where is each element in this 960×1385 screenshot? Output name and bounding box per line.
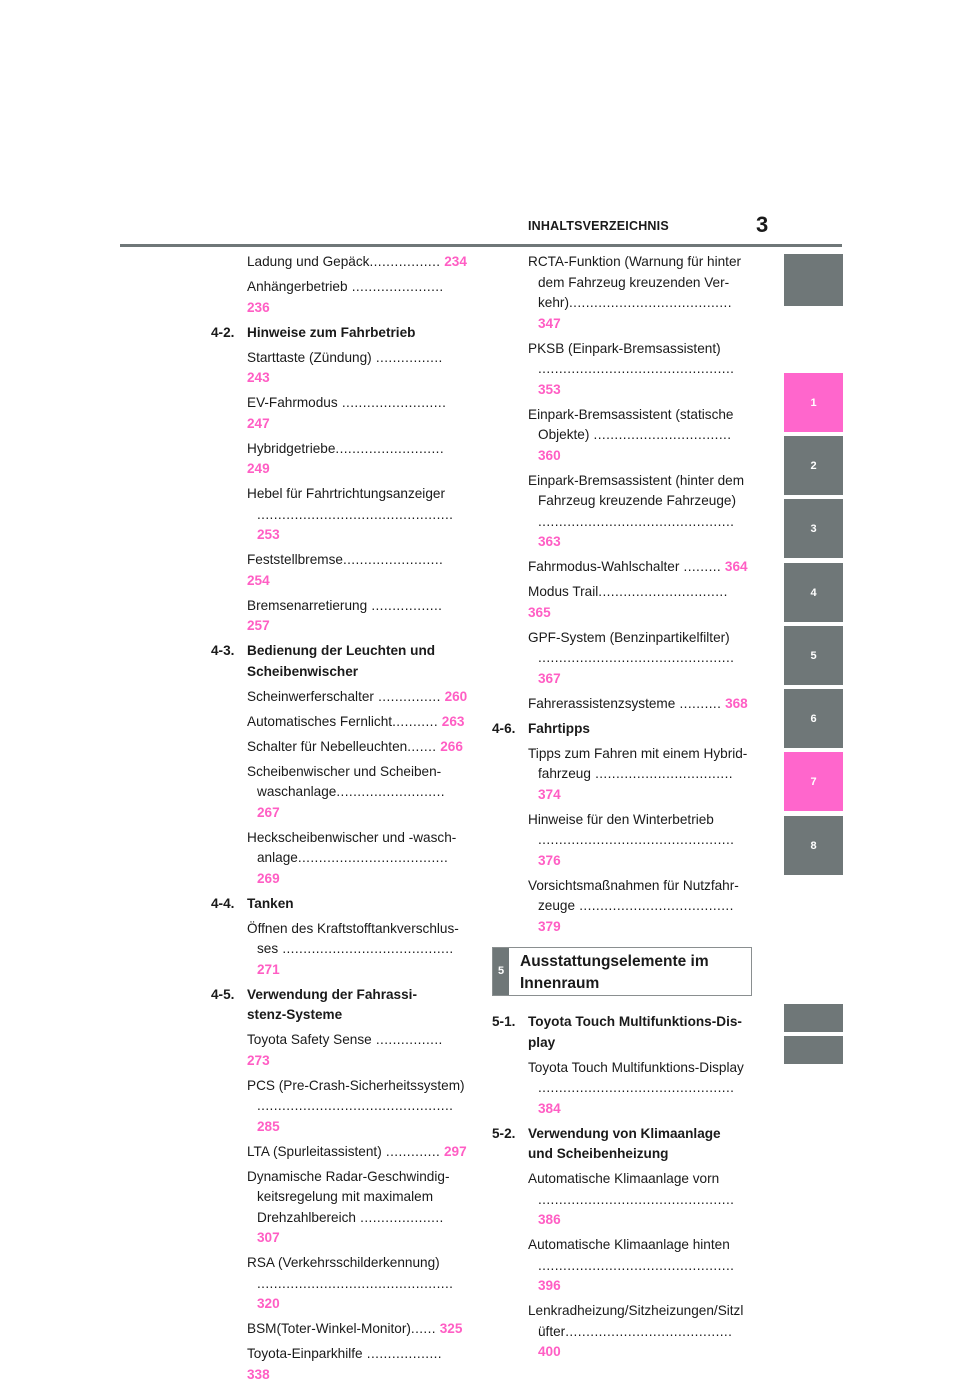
section-title-cont: und Scheibenheizung	[528, 1146, 669, 1161]
section-number: 4-3.	[211, 643, 235, 658]
entry-line	[247, 1344, 468, 1385]
leader-dots: ...............................................	[257, 1275, 454, 1291]
leader-dots: ...............................................	[538, 361, 735, 376]
section-heading	[492, 1012, 752, 1053]
entry-line	[247, 1096, 468, 1137]
entry-line	[247, 1187, 468, 1208]
entry-line	[247, 393, 468, 434]
section-title: Fahrtipps	[528, 720, 590, 736]
page-link[interactable]: 325	[439, 1321, 463, 1336]
page-link[interactable]: 360	[538, 447, 561, 463]
chapter-tab[interactable]: 1	[784, 373, 843, 432]
entry-title-cont: Drehzahlbereich	[257, 1209, 356, 1225]
leader-dots: ...............................................	[257, 1098, 454, 1113]
entry-title: Feststellbremse	[247, 552, 343, 567]
entry-line	[247, 1208, 468, 1249]
toc-entry[interactable]	[211, 277, 468, 318]
leader-dots: .................	[369, 254, 441, 269]
entry-title-cont: üfter	[538, 1323, 566, 1339]
entry-line	[247, 782, 468, 823]
page-link[interactable]: 267	[257, 804, 280, 820]
entry-line	[247, 712, 468, 733]
section-heading	[211, 894, 468, 915]
section-title: Toyota Touch Multifunktions-Dis-	[528, 1014, 742, 1029]
page-link[interactable]: 247	[247, 415, 270, 431]
entry-line	[247, 1319, 468, 1340]
entry-title: Modus Trail	[528, 584, 599, 599]
page-link[interactable]: 257	[247, 618, 270, 633]
leader-dots: .........................................	[278, 941, 454, 956]
leader-dots: .......	[407, 738, 437, 754]
chapter-heading	[492, 947, 752, 996]
entry-title-cont: Fahrzeug kreuzende Fahrzeuge)	[538, 493, 736, 508]
header-title: INHALTSVERZEICHNIS	[528, 219, 669, 233]
toc-entry[interactable]	[211, 1167, 468, 1249]
entry-line	[247, 1030, 468, 1071]
toc-entry[interactable]	[211, 393, 468, 434]
section-number: 5-1.	[492, 1014, 516, 1029]
toc-entry[interactable]	[211, 348, 468, 389]
entry-line	[528, 1322, 752, 1363]
entry-title: Toyota-Einparkhilfe	[247, 1346, 363, 1361]
entry-line	[247, 439, 468, 480]
entry-title: Schalter für Nebelleuchten	[247, 738, 408, 754]
entry-line	[247, 252, 468, 273]
entry-title-cont: waschanlage	[257, 784, 337, 799]
toc-entry[interactable]	[492, 252, 752, 334]
leader-dots: ...............................................	[538, 1257, 735, 1273]
toc-right-column	[492, 252, 752, 1363]
toc-entry[interactable]	[211, 1319, 468, 1340]
entry-title: Hebel für Fahrtrichtungsanzeiger	[247, 486, 445, 501]
entry-line	[528, 694, 752, 715]
page-link[interactable]: 243	[247, 370, 270, 385]
page-link[interactable]: 260	[444, 688, 468, 704]
entry-title: Öffnen des Kraftstofftankverschlus-	[247, 920, 459, 936]
chapter-tab[interactable]: 7	[784, 752, 843, 811]
page-link[interactable]: 234	[444, 254, 467, 269]
page-link[interactable]: 396	[538, 1278, 561, 1293]
leader-dots: ...........	[392, 713, 439, 729]
entry-title-cont: keitsregelung mit maximalem	[257, 1189, 434, 1204]
entry-title-cont: fahrzeug	[538, 766, 591, 781]
toc-entry[interactable]	[211, 1030, 468, 1071]
chapter-tab[interactable]: 3	[784, 499, 843, 558]
entry-line	[528, 557, 752, 578]
page-link[interactable]: 367	[538, 670, 561, 686]
entry-line	[528, 359, 752, 400]
toc-entry[interactable]	[492, 810, 752, 872]
page-link[interactable]: 253	[257, 527, 280, 542]
page-link[interactable]: 338	[247, 1366, 270, 1382]
entry-title: Scheibenwischer und Scheiben-	[247, 763, 442, 779]
entry-line	[247, 277, 468, 318]
page-link[interactable]: 374	[538, 786, 561, 802]
entry-title: Automatische Klimaanlage hinten	[528, 1237, 730, 1252]
section-title-cont: stenz-Systeme	[247, 1007, 343, 1022]
chapter-title-line: Ausstattungselemente im	[520, 953, 709, 970]
chapter-tab[interactable]: 6	[784, 689, 843, 748]
entry-line	[528, 491, 752, 512]
page-link[interactable]: 320	[257, 1296, 280, 1311]
leader-dots: ..........................	[336, 784, 445, 799]
leader-dots: ...............	[373, 688, 441, 704]
entry-title: Scheinwerferschalter	[247, 688, 374, 704]
entry-title: Bremsenarretierung	[247, 597, 368, 613]
entry-line	[247, 737, 468, 758]
leader-dots: ..........	[675, 695, 722, 711]
entry-title: Dynamische Radar-Geschwindig-	[247, 1168, 450, 1184]
page-link[interactable]: 249	[247, 461, 270, 476]
entry-title-cont: ses	[257, 941, 279, 956]
page-link[interactable]: 379	[538, 918, 561, 934]
page-link[interactable]: 365	[528, 604, 551, 620]
section-number: 4-6.	[492, 720, 516, 736]
toc-entry[interactable]	[211, 550, 468, 591]
leader-dots: ...............................................	[538, 1080, 735, 1095]
leader-dots: .........	[679, 559, 722, 574]
entry-line	[247, 848, 468, 889]
entry-line	[247, 687, 468, 708]
section-title: Verwendung der Fahrassi-	[247, 986, 417, 1002]
page-link[interactable]: 269	[257, 870, 280, 886]
toc-entry[interactable]	[211, 596, 468, 637]
page-link[interactable]: 285	[257, 1118, 280, 1134]
page-link[interactable]: 236	[247, 299, 270, 315]
page-number: 3	[756, 212, 769, 237]
entry-title: Automatisches Fernlicht	[247, 713, 393, 729]
leader-dots: .................	[367, 597, 443, 613]
toc-entry[interactable]	[211, 484, 468, 546]
chapter-tab[interactable]: 5	[784, 626, 843, 685]
toc-entry[interactable]	[492, 1301, 752, 1363]
page-link[interactable]: 307	[257, 1230, 280, 1245]
page-link[interactable]: 363	[538, 534, 561, 549]
toc-entry[interactable]	[492, 557, 752, 578]
page-link[interactable]: 386	[538, 1212, 561, 1227]
section-number: 4-5.	[211, 986, 235, 1002]
page-link[interactable]: 376	[538, 852, 561, 868]
leader-dots: ...............................................	[538, 832, 735, 847]
entry-title: BSM(Toter-Winkel-Monitor)	[247, 1321, 411, 1336]
page-link[interactable]: 297	[444, 1143, 467, 1159]
chapter-tab[interactable]: 4	[784, 563, 843, 622]
section-title: Bedienung der Leuchten und	[247, 643, 436, 658]
entry-line	[528, 830, 752, 871]
leader-dots: ....................	[356, 1209, 444, 1225]
page-link[interactable]: 266	[440, 738, 463, 754]
entry-title: GPF-System (Benzinpartikelfilter)	[528, 629, 730, 645]
toc-entry[interactable]	[492, 1058, 752, 1120]
leader-dots: .....................................	[575, 898, 734, 913]
entry-title: Tipps zum Fahren mit einem Hybrid-	[528, 745, 748, 761]
entry-line	[528, 273, 752, 294]
entry-title: PKSB (Einpark-Bremsassistent)	[528, 340, 721, 356]
entry-line	[528, 764, 752, 805]
entry-line	[247, 1142, 468, 1163]
entry-title: Automatische Klimaanlage vorn	[528, 1171, 720, 1186]
entry-line	[528, 1256, 752, 1297]
toc-entry[interactable]	[492, 876, 752, 938]
section-number: 4-2.	[211, 324, 235, 340]
leader-dots: ................	[371, 1032, 443, 1047]
toc-entry[interactable]	[211, 687, 468, 708]
entry-title: Einpark-Bremsassistent (statische	[528, 406, 734, 422]
chapter-number: 5	[493, 948, 509, 995]
page-link[interactable]: 353	[538, 381, 561, 397]
entry-line	[528, 512, 752, 553]
entry-line	[247, 939, 468, 980]
leader-dots: ...............................................	[538, 650, 735, 665]
toc-entry[interactable]	[211, 828, 468, 890]
entry-line	[528, 293, 752, 334]
section-heading	[211, 985, 468, 1026]
entry-title: RSA (Verkehrsschilderkennung)	[247, 1255, 440, 1270]
toc-entry[interactable]	[492, 582, 752, 623]
section-title-cont: Scheibenwischer	[247, 663, 359, 679]
chapter-title-line: Innenraum	[520, 975, 600, 992]
leader-dots: ........................	[342, 552, 444, 567]
leader-dots: ...............................................	[257, 506, 454, 522]
leader-dots: .......................................	[568, 295, 732, 310]
chapter-tab[interactable]	[784, 254, 843, 306]
toc-entry[interactable]	[211, 1142, 468, 1163]
entry-line	[247, 550, 468, 591]
entry-title: Heckscheibenwischer und -wasch-	[247, 829, 457, 845]
section-title-cont: play	[528, 1034, 556, 1050]
toc-entry[interactable]	[211, 762, 468, 824]
leader-dots: .................................	[590, 766, 733, 781]
entry-title: Ladung und Gepäck	[247, 254, 370, 269]
leader-dots: .............	[381, 1143, 441, 1159]
entry-line	[247, 505, 468, 546]
entry-title: EV-Fahrmodus	[247, 395, 338, 410]
chapter-tab[interactable]	[784, 1036, 843, 1064]
entry-title: Toyota Touch Multifunktions-Display	[528, 1059, 744, 1075]
entry-line	[247, 596, 468, 637]
toc-entry[interactable]	[492, 628, 752, 690]
entry-line	[528, 896, 752, 937]
toc-entry[interactable]	[492, 744, 752, 806]
entry-title: Hinweise für den Winterbetrieb	[528, 811, 714, 827]
entry-title: Anhängerbetrieb	[247, 279, 348, 294]
section-title: Verwendung von Klimaanlage	[528, 1125, 721, 1141]
leader-dots: ......	[410, 1321, 436, 1336]
toc-entry[interactable]	[492, 471, 752, 553]
toc-left-column	[211, 252, 468, 1385]
section-number: 4-4.	[211, 895, 235, 911]
entry-title: Hybridgetriebe	[247, 440, 336, 456]
page-link[interactable]: 364	[724, 559, 748, 574]
section-heading	[211, 323, 468, 344]
entry-line	[528, 648, 752, 689]
toc-entry[interactable]	[211, 252, 468, 273]
entry-title: Fahrmodus-Wahlschalter	[528, 559, 680, 574]
entry-title: Starttaste (Zündung)	[247, 349, 372, 365]
leader-dots: ....................................	[297, 850, 449, 865]
section-heading	[492, 1124, 752, 1165]
page-link[interactable]: 384	[538, 1100, 561, 1116]
entry-title: Toyota Safety Sense	[247, 1032, 372, 1047]
entry-title: Fahrerassistenzsysteme	[528, 695, 676, 711]
entry-title-cont: anlage	[257, 850, 298, 865]
entry-title-cont: kehr)	[538, 295, 569, 310]
entry-title: LTA (Spurleitassistent)	[247, 1143, 382, 1159]
chapter-title	[520, 951, 709, 995]
page-link[interactable]: 273	[247, 1052, 270, 1068]
header-rule	[120, 244, 842, 247]
toc-entry[interactable]	[211, 737, 468, 758]
leader-dots: ................	[371, 349, 443, 365]
section-heading	[492, 719, 752, 740]
entry-line	[528, 582, 752, 623]
section-number: 5-2.	[492, 1125, 516, 1141]
page-link[interactable]: 254	[247, 572, 270, 588]
entry-line	[528, 1190, 752, 1231]
chapter-tab[interactable]: 2	[784, 436, 843, 495]
toc-entry[interactable]	[492, 405, 752, 467]
entry-line	[528, 1078, 752, 1119]
leader-dots: ...............................................	[538, 513, 735, 529]
leader-dots: ..................	[362, 1346, 442, 1361]
toc-entry[interactable]	[492, 1169, 752, 1231]
leader-dots: .........................	[337, 395, 447, 410]
entry-line	[528, 425, 752, 466]
page-link[interactable]: 400	[538, 1344, 561, 1359]
leader-dots: ..........................	[335, 440, 445, 456]
leader-dots: ...............................	[598, 584, 728, 599]
page-link[interactable]: 263	[441, 713, 465, 729]
page-link[interactable]: 368	[725, 695, 748, 711]
entry-title-cont: Objekte)	[538, 427, 590, 442]
entry-title-cont: dem Fahrzeug kreuzenden Ver-	[538, 274, 730, 290]
entry-title: RCTA-Funktion (Warnung für hinter	[528, 254, 742, 269]
toc-entry[interactable]	[211, 919, 468, 981]
entry-title: Einpark-Bremsassistent (hinter dem	[528, 472, 745, 488]
entry-title-cont: zeuge	[538, 898, 576, 913]
entry-title: Vorsichtsmaßnahmen für Nutzfahr-	[528, 877, 739, 893]
toc-entry[interactable]	[211, 712, 468, 733]
toc-entry[interactable]	[492, 694, 752, 715]
leader-dots: ...............................................	[538, 1191, 735, 1207]
leader-dots: ........................................	[565, 1323, 733, 1339]
section-title: Tanken	[247, 895, 294, 911]
chapter-tab[interactable]: 8	[784, 816, 843, 875]
section-title: Hinweise zum Fahrbetrieb	[247, 324, 416, 340]
entry-line	[247, 348, 468, 389]
section-heading	[211, 641, 468, 682]
leader-dots: .................................	[589, 427, 732, 442]
toc-entry[interactable]	[492, 339, 752, 401]
entry-line	[247, 1274, 468, 1315]
toc-entry[interactable]	[211, 1344, 468, 1385]
toc-entry[interactable]	[211, 1076, 468, 1138]
toc-entry[interactable]	[211, 1253, 468, 1315]
page-link[interactable]: 347	[538, 315, 561, 331]
toc-entry[interactable]	[211, 439, 468, 480]
entry-title: Lenkradheizung/Sitzheizungen/Sitzl	[528, 1303, 744, 1318]
leader-dots: ......................	[347, 279, 444, 294]
chapter-tab[interactable]	[784, 1004, 843, 1032]
page-link[interactable]: 271	[257, 961, 280, 977]
toc-entry[interactable]	[492, 1235, 752, 1297]
entry-title: PCS (Pre-Crash-Sicherheitssystem)	[247, 1077, 465, 1093]
